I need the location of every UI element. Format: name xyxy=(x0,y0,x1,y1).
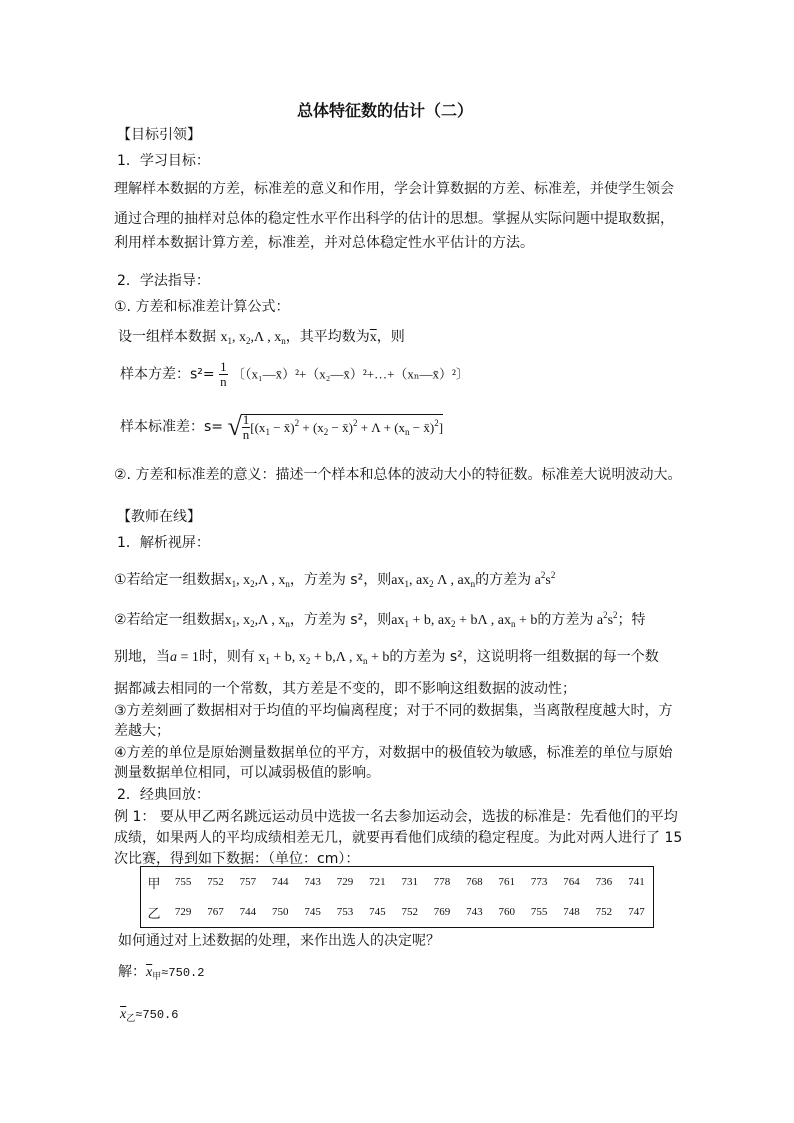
property-3-line: ③方差刻画了数据相对于均值的平均偏离程度；对于不同的数据集，当离散程度越大时，方 xyxy=(114,703,673,719)
formula-heading: ①. 方差和标准差计算公式： xyxy=(114,299,290,315)
table-cell: 743 xyxy=(466,906,483,918)
section-target-heading: 【目标引领】 xyxy=(117,127,201,143)
table-cell: 729 xyxy=(174,906,192,918)
meaning-text: ②. 方差和标准差的意义：描述一个样本和总体的波动大小的特征数。标准差大说明波动大。 xyxy=(114,467,682,483)
sample-setup: 设一组样本数据 $x_1$, $x_2,\Lambda$ , $x_n$，其平均数为$\overline{x}$，则 xyxy=(118,329,405,346)
example-line: 次比赛，得到如下数据：（单位：cm）： xyxy=(114,851,360,867)
table-cell: 729 xyxy=(336,876,354,888)
example-line: 例 1： 要从甲乙两名跳远运动员中选拔一名去参加运动会，选拔的标准是：先看他们的平均 xyxy=(114,809,678,825)
table-cell: 745 xyxy=(369,906,386,918)
table-cell: 768 xyxy=(466,876,483,888)
table-cell: 731 xyxy=(401,876,418,888)
table-cell: 745 xyxy=(304,906,321,918)
table-cell: 755 xyxy=(174,876,192,888)
table-cell: 764 xyxy=(563,876,580,888)
table-cell: 744 xyxy=(272,876,289,888)
item-method-guide: 2．学法指导： xyxy=(117,273,210,289)
property-4-line: ④方差的单位是原始测量数据单位的平方，对数据中的极值较为敏感，标准差的单位与原始 xyxy=(114,745,673,761)
property-4-line: 测量数据单位相同，可以减弱极值的影响。 xyxy=(114,765,380,781)
item-classic-review: 2．经典回放： xyxy=(117,787,210,803)
table-cell: 778 xyxy=(433,876,451,888)
table-row xyxy=(141,897,654,928)
question-text: 如何通过对上述数据的处理，来作出选人的决定呢？ xyxy=(118,933,440,949)
score-table xyxy=(140,866,654,928)
section-teacher-heading: 【教师在线】 xyxy=(117,509,201,525)
table-cell: 752 xyxy=(401,906,418,918)
property-1: ①若给定一组数据$x_1$, $x_2,\Lambda$ , $x_n$，方差为 s²，则$ax_1$, $ax_2$ Λ , $ax_n$的方差为 $a^2s^2$ xyxy=(114,570,556,589)
table-cell: 750 xyxy=(272,906,289,918)
property-2-conclusion: 据都减去相同的一个常数，其方差是不变的，即不影响这组数据的波动性； xyxy=(114,681,576,697)
table-cell: 752 xyxy=(207,876,224,888)
table-cell: 761 xyxy=(498,876,516,888)
property-2-special: 别地，当a = 1时，则有 $x_1 + b$, $x_2 + b,\Lambda$ , $x_n + b$的方差为 s²，这说明将一组数据的每一个数 xyxy=(114,649,659,666)
table-cell: 744 xyxy=(239,906,257,918)
table-cell: 760 xyxy=(498,906,516,918)
table-cell: 773 xyxy=(530,876,548,888)
goal-line: 通过合理的抽样对总体的稳定性水平作出科学的估计的思想。掌握从实际问题中提取数据， xyxy=(114,211,674,227)
table-cell: 748 xyxy=(563,906,580,918)
row-label: 甲 xyxy=(147,876,161,892)
goal-line: 利用样本数据计算方差，标准差，并对总体稳定性水平估计的方法。 xyxy=(114,235,534,251)
table-cell: 741 xyxy=(628,876,645,888)
solution-yi: $\overline{x}_乙\approx 750.6$ xyxy=(120,1007,179,1024)
table-cell: 769 xyxy=(433,906,451,918)
table-cell: 753 xyxy=(336,906,354,918)
table-cell: 752 xyxy=(595,906,613,918)
property-3-line: 差越大； xyxy=(114,723,170,739)
table-cell: 743 xyxy=(304,876,321,888)
example-line: 成绩，如果两人的平均成绩相差无几，就要再看他们成绩的稳定程度。为此对两人进行了 15 xyxy=(114,830,683,846)
property-2: ②若给定一组数据$x_1$, $x_2,\Lambda$ , $x_n$，方差为 s²，则$ax_1 + b$, $ax_2 + b\Lambda$ , $ax_n + b$的方差为 $a^2s^2$；特 xyxy=(114,610,646,629)
table-cell: 721 xyxy=(369,876,386,888)
item-learning-goal: 1．学习目标： xyxy=(117,153,210,169)
table-cell: 736 xyxy=(595,876,613,888)
solution-jia: 解：$\overline{x}_甲\approx 750.2$ xyxy=(118,964,205,982)
std-formula: 样本标准差：s= √ $\frac{1}{n}$ [($x_1$ − x̄)$^2$ + ($x_2$ − x̄)$^2$ + $\Lambda + (x_n$ − x̄)$^2$] xyxy=(120,411,444,442)
table-cell: 767 xyxy=(207,906,224,918)
table-cell: 755 xyxy=(530,906,548,918)
row-label: 乙 xyxy=(147,906,161,922)
table-cell: 747 xyxy=(628,906,645,918)
goal-line: 理解样本数据的方差，标准差的意义和作用，学会计算数据的方差、标准差，并使学生领会 xyxy=(114,181,674,197)
item-analysis: 1．解析视屏： xyxy=(117,535,210,551)
table-cell: 757 xyxy=(239,876,257,888)
variance-formula: 样本方差：s²= $\frac{1}{n}$ 〔（x₁—x̄）²+（x₂—x̄）²+…+（xₙ—x̄）²〕 xyxy=(120,359,469,389)
table-row xyxy=(141,867,654,898)
page-title: 总体特征数的估计（二） xyxy=(297,101,474,120)
